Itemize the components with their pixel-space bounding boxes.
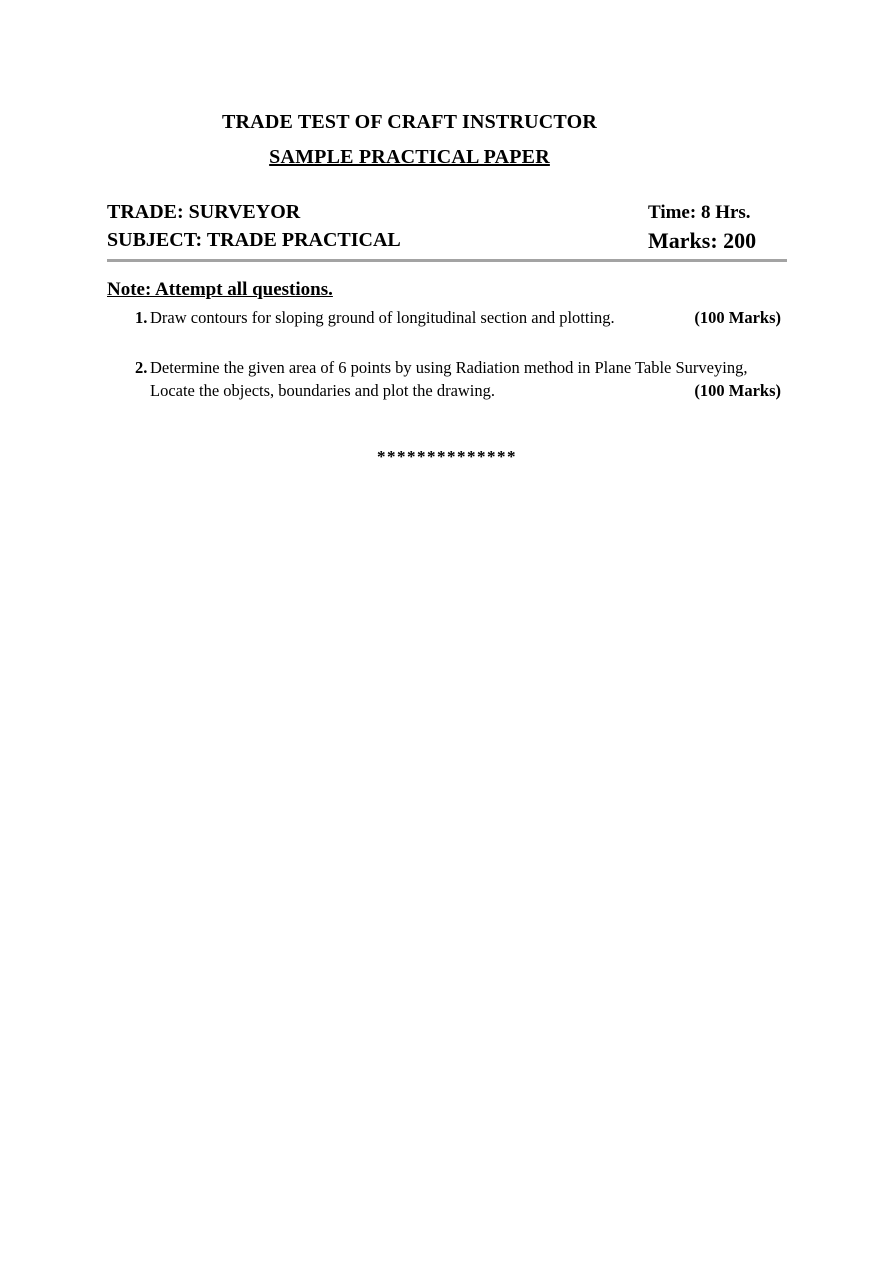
info-row-trade-time [107, 199, 787, 227]
question-number: 2. [135, 358, 148, 377]
title-block [107, 109, 712, 171]
question-item-2 [135, 356, 781, 402]
document-subtitle: SAMPLE PRACTICAL PAPER [269, 146, 550, 168]
marks-cell [648, 227, 787, 257]
question-marks: (100 Marks) [694, 308, 781, 327]
marks-label: Marks: 200 [648, 228, 757, 253]
question-number: 1. [135, 308, 148, 327]
subject-label: SUBJECT: TRADE PRACTICAL [107, 229, 401, 251]
note-text: Note: Attempt all questions. [107, 279, 333, 300]
question-item-1 [135, 306, 781, 329]
question-marks: (100 Marks) [694, 381, 781, 400]
time-label: Time: 8 Hrs. [648, 202, 751, 223]
divider-line [107, 259, 787, 262]
exam-info-block [107, 199, 787, 257]
asterisk-separator: ************** [377, 447, 517, 466]
info-row-subject-marks [107, 227, 787, 257]
question-text: Determine the given area of 6 points by using Radiation method in Plane Table Surveying, Locate the objects, boundaries and plot the drawing. [150, 358, 748, 400]
question-text: Draw contours for sloping ground of longitudinal section and plotting. [150, 308, 615, 327]
document-title: TRADE TEST OF CRAFT INSTRUCTOR [222, 111, 597, 133]
trade-label: TRADE: SURVEYOR [107, 201, 301, 223]
question-list [107, 306, 787, 402]
document-content [0, 0, 892, 467]
time-cell [648, 199, 787, 227]
